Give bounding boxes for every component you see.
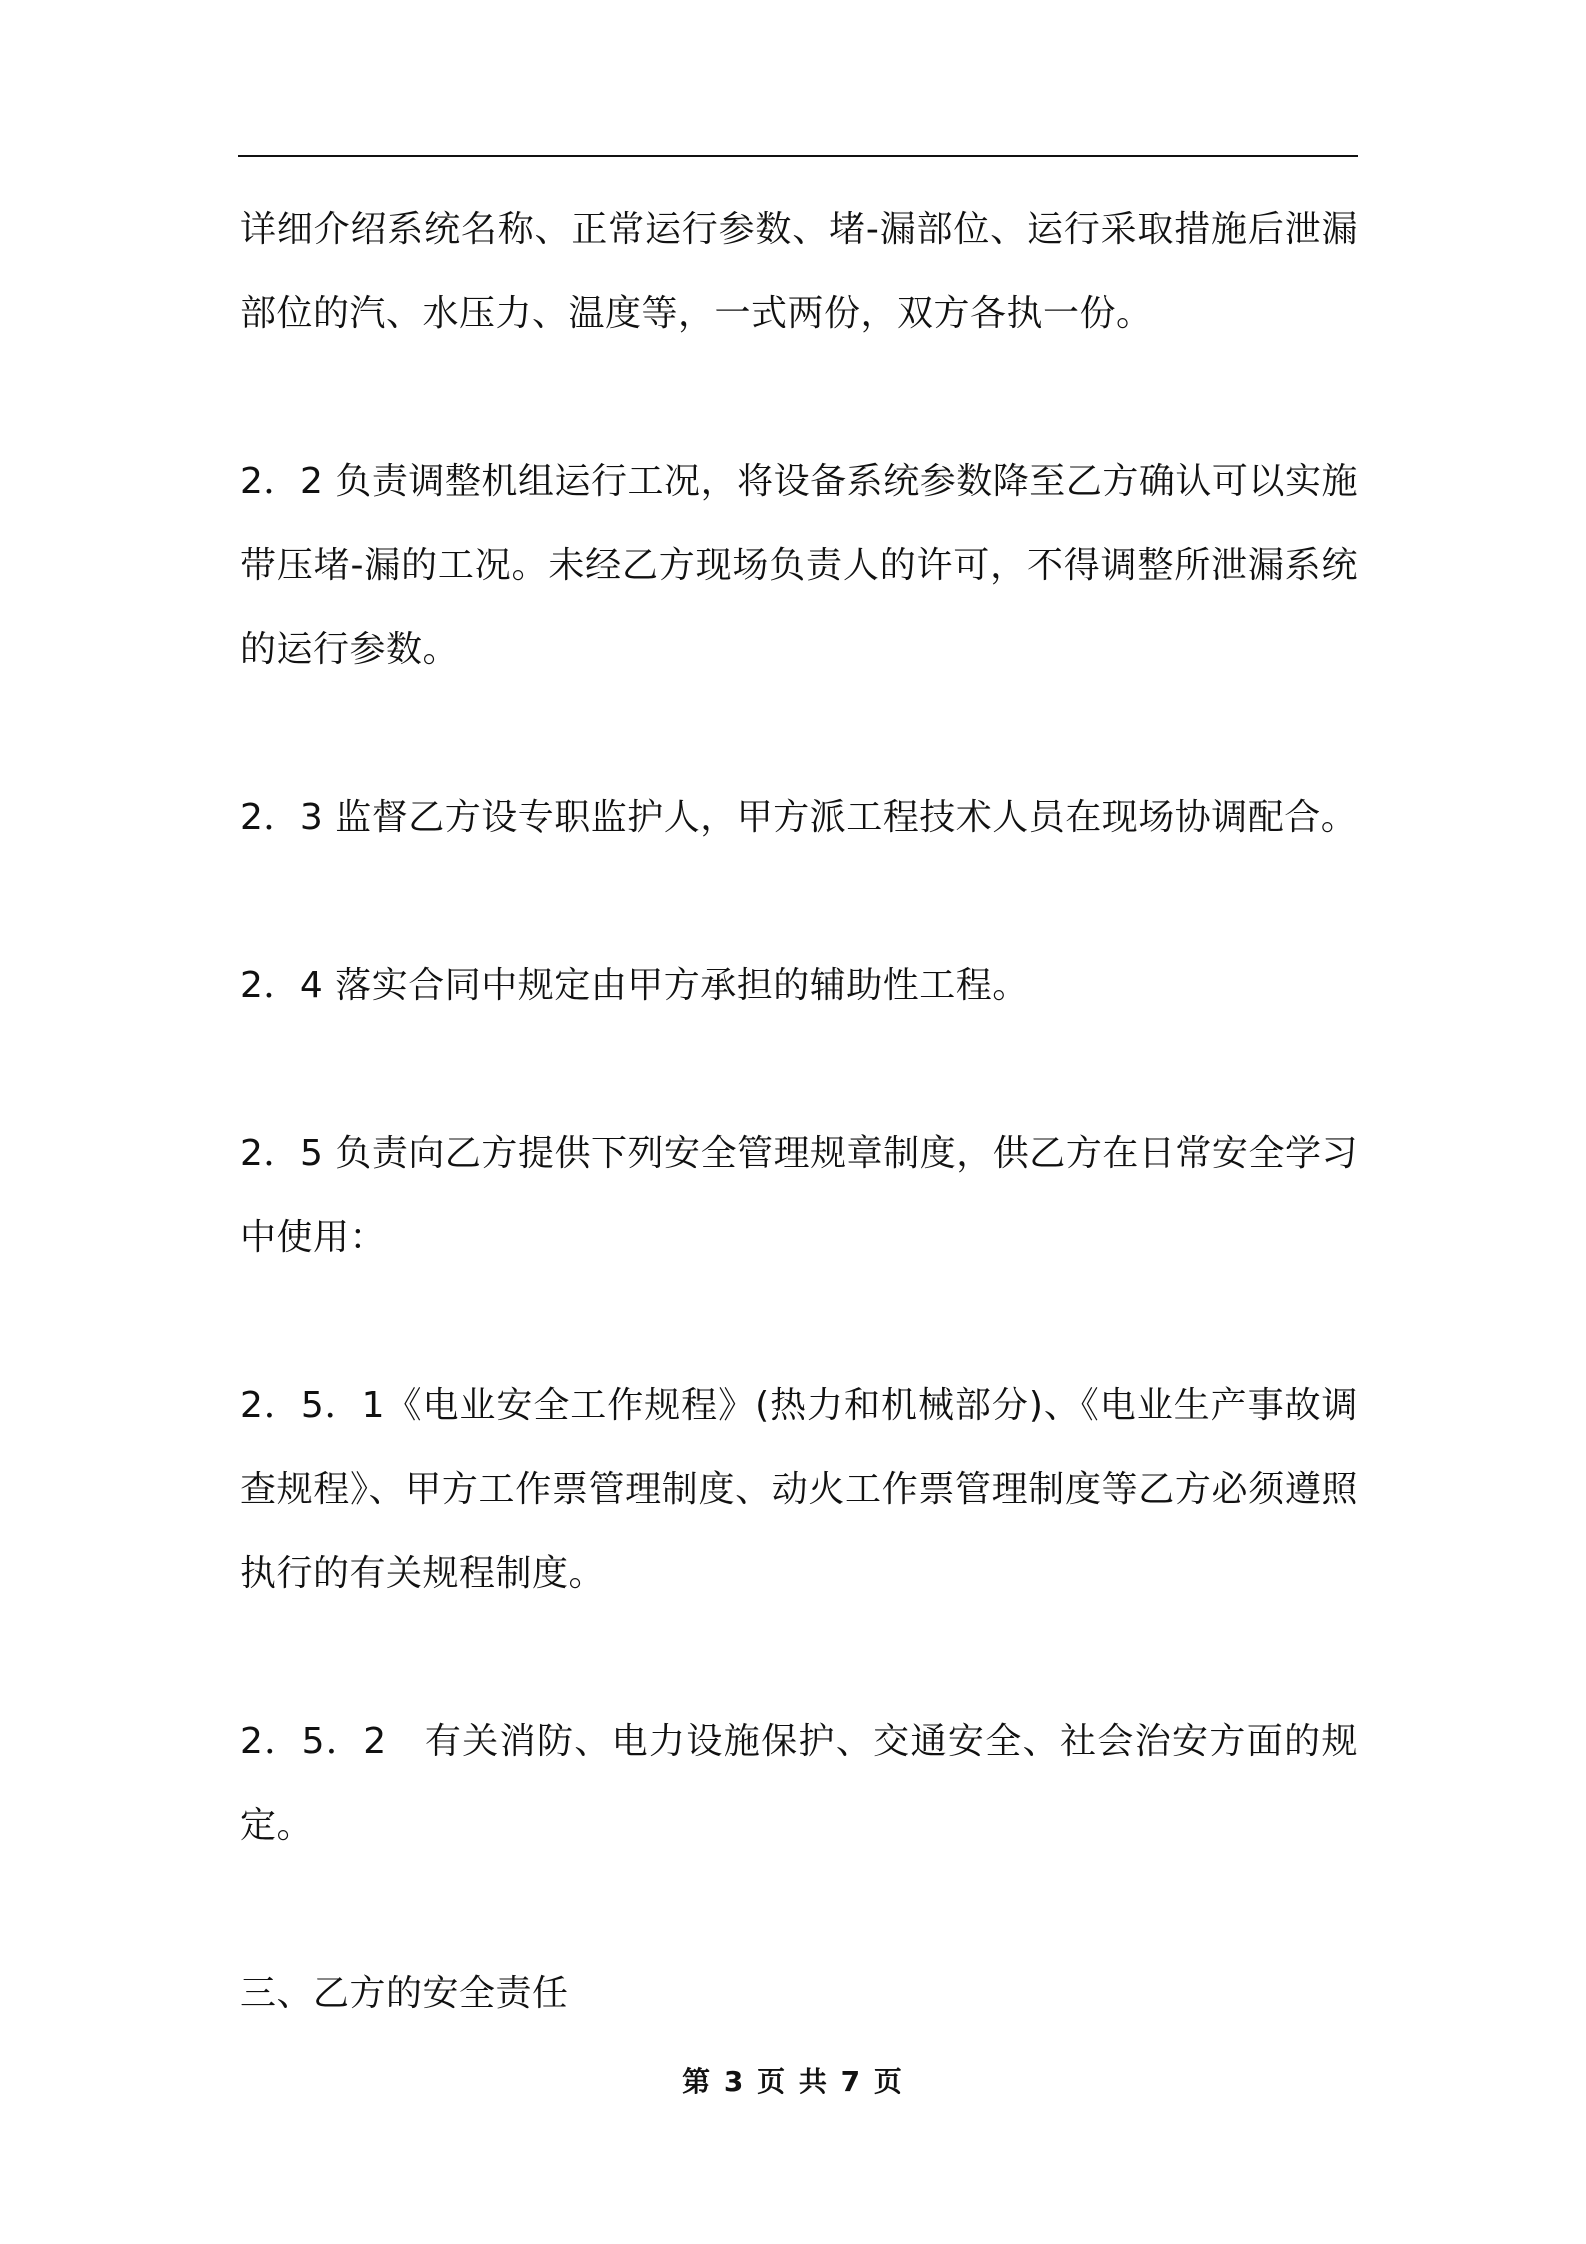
- page-number-footer: 第 3 页 共 7 页: [682, 2065, 904, 2098]
- document-body: [240, 188, 1358, 2036]
- paragraph-intro-continued: 详细介绍系统名称、正常运行参数、堵-漏部位、运行采取措施后泄漏部位的汽、水压力、温度等，一式两份，双方各执一份。: [240, 209, 1358, 334]
- paragraph-2-5: 2．5 负责向乙方提供下列安全管理规章制度，供乙方在日常安全学习中使用：: [240, 1133, 1358, 1258]
- paragraph-2-4: 2．4 落实合同中规定由甲方承担的辅助性工程。: [240, 965, 1029, 1006]
- header-rule: [238, 155, 1358, 157]
- paragraph-2-5-2: 2．5．2 有关消防、电力设施保护、交通安全、社会治安方面的规定。: [240, 1721, 1358, 1846]
- section-heading-3: 三、乙方的安全责任: [240, 1973, 569, 2014]
- paragraph-2-3: 2．3 监督乙方设专职监护人，甲方派工程技术人员在现场协调配合。: [240, 797, 1358, 838]
- paragraph-2-2: 2．2 负责调整机组运行工况，将设备系统参数降至乙方确认可以实施带压堵-漏的工况。未经乙方现场负责人的许可，不得调整所泄漏系统的运行参数。: [240, 461, 1358, 670]
- paragraph-2-5-1: 2．5．1《电业安全工作规程》(热力和机械部分)、《电业生产事故调查规程》、甲方工作票管理制度、动火工作票管理制度等乙方必须遵照执行的有关规程制度。: [240, 1385, 1358, 1594]
